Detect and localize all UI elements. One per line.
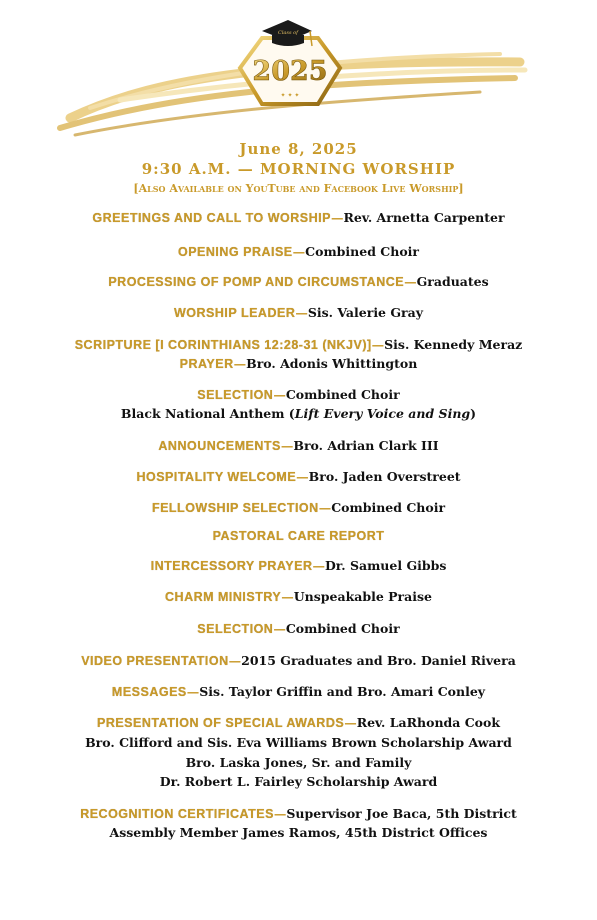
program-item-label: HOSPITALITY WELCOME (136, 470, 297, 484)
program-item (0, 335, 597, 355)
service-date: June 8, 2025 (239, 140, 358, 158)
separator-dash: — (330, 210, 344, 225)
program-item-value: Combined Choir (331, 500, 446, 515)
program-item (0, 804, 597, 824)
anthem-line (0, 404, 597, 423)
program-item (0, 556, 597, 576)
anthem-title: Lift Every Voice and Sing (294, 406, 471, 421)
separator-dash: — (371, 337, 385, 352)
program-item (0, 498, 597, 518)
program-item-value: Rev. Arnetta Carpenter (343, 210, 505, 225)
program-item-label: FELLOWSHIP SELECTION (151, 501, 319, 515)
program-item-value: Sis. Valerie Gray (307, 305, 423, 320)
program-item-label: CHARM MINISTRY (165, 590, 282, 604)
program-item-value: Rev. LaRhonda Cook (356, 715, 501, 730)
award-line: Bro. Laska Jones, Sr. and Family (185, 755, 412, 770)
header-graphic (0, 0, 597, 140)
program-item (0, 713, 597, 733)
program-item-label: SELECTION (197, 388, 274, 402)
program-item (0, 242, 597, 262)
program-item (0, 587, 597, 607)
program-item-value: Dr. Samuel Gibbs (324, 558, 447, 573)
program-item (0, 354, 597, 374)
program-item (0, 619, 597, 639)
svg-text:✦ ✦ ✦: ✦ ✦ ✦ (280, 92, 300, 99)
program-item-value: Sis. Taylor Griffin and Bro. Amari Conley (199, 684, 486, 699)
program-item (0, 272, 597, 292)
program-item-label: SCRIPTURE [I CORINTHIANS 12:28-31 (NKJV)] (74, 338, 372, 352)
program-item-label: PRAYER (179, 357, 234, 371)
cap-text: Class of (278, 30, 298, 36)
program-item-value: 2015 Graduates and Bro. Daniel Rivera (241, 653, 516, 668)
program-item-value: Graduates (416, 274, 489, 289)
program-item (0, 682, 597, 702)
separator-dash: — (273, 621, 286, 636)
program-item-label: RECOGNITION CERTIFICATES (80, 807, 274, 821)
separator-dash: — (228, 653, 242, 668)
program-item-label: INTERCESSORY PRAYER (150, 559, 313, 573)
program-item-label: MESSAGES (111, 685, 187, 699)
separator-dash: — (292, 244, 306, 259)
separator-dash: — (344, 715, 357, 730)
program-item-value: Combined Choir (285, 621, 400, 636)
separator-dash: — (404, 274, 417, 289)
program-item (0, 208, 597, 228)
badge-year: 2025 (252, 56, 328, 87)
separator-dash: — (233, 356, 247, 371)
program-item-label: OPENING PRAISE (177, 245, 293, 259)
program-item-value: Supervisor Joe Baca, 5th District (286, 806, 517, 821)
program-item-value: Bro. Jaden Overstreet (308, 469, 461, 484)
separator-dash: — (273, 387, 286, 402)
program-item-value: Combined Choir (305, 244, 419, 259)
program-item-label: SELECTION (197, 622, 274, 636)
separator-dash: — (186, 684, 200, 699)
program-item (0, 651, 597, 671)
award-line: Bro. Clifford and Sis. Eva Williams Brown Scholarship Award (85, 735, 512, 750)
availability-note: [Also Available on YouTube and Facebook Live Worship] (133, 182, 464, 195)
program-item-label: PROCESSING OF POMP AND CIRCUMSTANCE (108, 275, 405, 289)
program-item-value: Bro. Adrian Clark III (293, 438, 439, 453)
program-item-label: WORSHIP LEADER (173, 306, 296, 320)
program-item-value: Combined Choir (285, 387, 400, 402)
anthem-prefix: Black National Anthem ( (120, 406, 295, 421)
separator-dash: — (312, 558, 325, 573)
program-item-label: PASTORAL CARE REPORT (212, 529, 385, 543)
program-item (0, 467, 597, 487)
year-badge (240, 38, 340, 104)
program-item (0, 303, 597, 323)
service-title: 9:30 A.M. — MORNING WORSHIP (141, 160, 456, 178)
separator-dash: — (273, 806, 287, 821)
separator-dash: — (281, 589, 294, 604)
program-item (0, 436, 597, 456)
program-item-value: Sis. Kennedy Meraz (384, 337, 523, 352)
program-item-label: ANNOUNCEMENTS (158, 439, 281, 453)
separator-dash: — (280, 438, 294, 453)
anthem-suffix: ) (470, 406, 477, 421)
award-line: Dr. Robert L. Fairley Scholarship Award (159, 774, 438, 789)
separator-dash: — (296, 469, 309, 484)
separator-dash: — (295, 305, 308, 320)
program-item-value: Bro. Adonis Whittington (246, 356, 418, 371)
program-item-label: GREETINGS AND CALL TO WORSHIP (92, 211, 331, 225)
program-item-value: Unspeakable Praise (293, 589, 432, 604)
program-item-label: PRESENTATION OF SPECIAL AWARDS (96, 716, 345, 730)
separator-dash: — (318, 500, 332, 515)
program-item-label: VIDEO PRESENTATION (81, 654, 229, 668)
program-item (0, 385, 597, 405)
recognition-line: Assembly Member James Ramos, 45th District Offices (109, 825, 488, 840)
program-item (0, 526, 597, 546)
